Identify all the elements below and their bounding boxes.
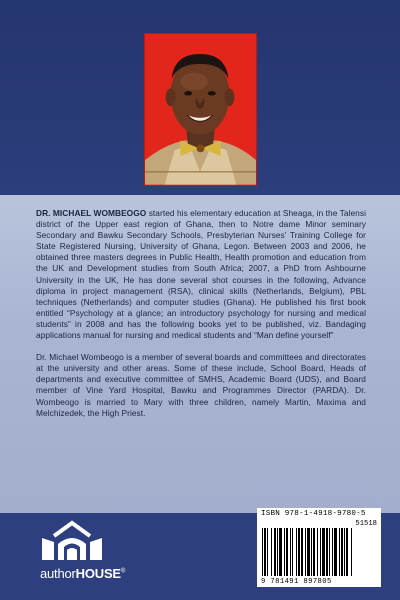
barcode-bars	[262, 528, 376, 576]
barcode-digits: 9 781491 897805	[261, 578, 332, 586]
publisher-name-part-2: HOUSE	[75, 566, 121, 581]
bio-paragraph-1	[36, 208, 366, 341]
author-biography	[36, 208, 366, 430]
publisher-wordmark	[40, 566, 130, 581]
isbn-number: ISBN 978-1-4918-9780-5	[261, 510, 366, 518]
isbn-barcode-block	[257, 508, 381, 587]
trademark-symbol: ®	[120, 568, 126, 575]
publisher-name-part-1: author	[40, 566, 76, 581]
author-name: DR. MICHAEL WOMBEOGO	[36, 208, 147, 218]
bio-paragraph-1-text: started his elementary education at Sheaga, in the Talensi district of the Upper east region of Ghana, then to Notre dame Minor seminary Secondary and Bawku Secondary Schools, Presbyterian Nurses' Training College for State Registered Nursing, University of Ghana, Legon. Between 2003 and 2006, he obtained three masters degrees in Public Health, Health promotion and education from the UK and Development studies from South Africa; 2007, a PhD from Ashbourne University in the UK, He has done several shot courses in the following, Advance diploma in project management (RSA), clinical skills (Netherlands, Belgium), PBL techniques (Netherlands) and computer studies (Ghana). He published his first book entitled “Psychology at a glance; an introductory psychology for nursing and medical students” in 2008 and has the following books yet to be published, viz. Bandaging applications manual for nursing and medical students and “Man define yourself”	[36, 208, 366, 341]
house-emblem-icon	[40, 520, 104, 562]
publisher-logo	[40, 520, 126, 588]
bio-paragraph-2: Dr. Michael Wombeogo is a member of several boards and committees and directorates at the university and other areas. Some of these include, School Board, Heads of departments and executive committee of SMHS, Academic Board (UDS), and Board member of Vine Yard Hospital, Bawku and Programmes Director (PARDA). Dr. Wombeogo is married to Mary with three children, namely Martin, Maxima and Melchizedek, the High Priest.	[36, 352, 366, 418]
barcode-price-code: 51518	[355, 520, 377, 528]
author-photo	[144, 33, 257, 186]
